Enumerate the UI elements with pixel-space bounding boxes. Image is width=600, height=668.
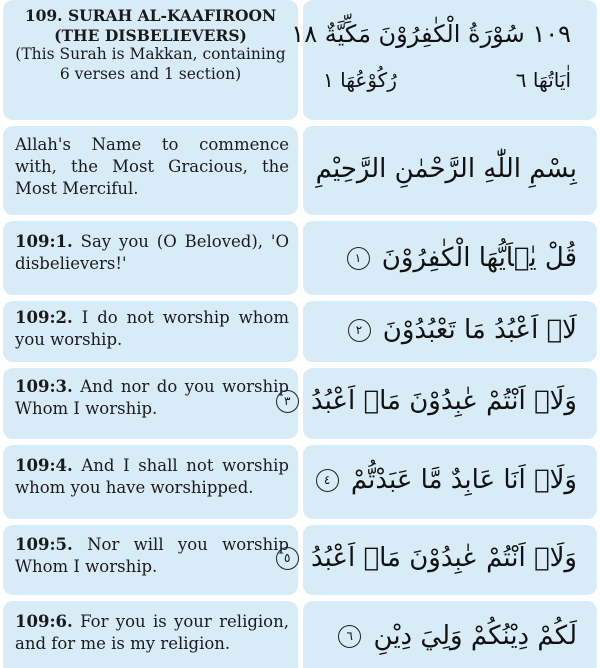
verse-translation: For you is your religion, and for me is my religion. bbox=[15, 612, 289, 653]
verse-ref: 109:3. bbox=[15, 377, 73, 396]
verse-row-5 bbox=[0, 525, 600, 595]
verse-arabic: قُلْ يٰۤاَيُّهَا الْكٰفِرُوْنَ bbox=[381, 243, 577, 273]
verse-english-cell bbox=[3, 368, 298, 439]
verse-arabic: وَلَاۤ اَنْتُمْ عٰبِدُوْنَ مَاۤ اَعْبُدُ bbox=[311, 543, 577, 573]
verse-arabic-cell bbox=[303, 445, 597, 519]
verse-end-marker: ٢ bbox=[348, 319, 371, 342]
bismillah-arabic: بِسْمِ اللّٰهِ الرَّحْمٰنِ الرَّحِيْمِ bbox=[315, 154, 577, 184]
verse-end-marker: ٦ bbox=[338, 625, 361, 648]
verse-arabic-cell bbox=[284, 525, 597, 595]
bismillah-translation: Allah's Name to commence with, the Most Gracious, the Most Merciful. bbox=[15, 135, 289, 198]
surah-title: 109. SURAH AL-KAAFIROON bbox=[24, 6, 277, 25]
verse-ref: 109:5. bbox=[15, 535, 73, 554]
verse-translation: And I shall not worship whom you have worshipped. bbox=[15, 456, 289, 497]
verse-ref: 109:1. bbox=[15, 232, 73, 251]
verse-english-cell bbox=[3, 525, 298, 595]
verse-translation: And nor do you worship Whom I worship. bbox=[15, 377, 289, 418]
verse-arabic: وَلَاۤ اَنْتُمْ عٰبِدُوْنَ مَاۤ اَعْبُدُ bbox=[311, 386, 577, 416]
bismillah-english-cell bbox=[3, 126, 298, 215]
header-arabic-cell bbox=[291, 0, 597, 120]
verse-ref: 109:4. bbox=[15, 456, 73, 475]
bismillah-row bbox=[0, 126, 600, 215]
header-english-cell bbox=[3, 0, 298, 120]
arabic-ruku-count: رُكُوْعُهَا ١ bbox=[323, 68, 397, 92]
verse-arabic-cell bbox=[284, 368, 597, 439]
header-row bbox=[0, 0, 600, 120]
verse-arabic: وَلَاۤ اَنَا عَابِدٌ مَّا عَبَدْتُّمْ bbox=[350, 465, 577, 495]
surah-subtitle: (THE DISBELIEVERS) bbox=[54, 25, 247, 45]
verse-row-2 bbox=[0, 301, 600, 362]
verse-row-4 bbox=[0, 445, 600, 519]
verse-row-6 bbox=[0, 601, 600, 668]
verse-translation: I do not worship whom you worship. bbox=[15, 308, 289, 349]
verse-end-marker: ٤ bbox=[316, 469, 339, 492]
verse-arabic-cell bbox=[303, 221, 597, 295]
verse-translation: Nor will you worship Whom I worship. bbox=[15, 535, 289, 576]
surah-desc-line2: 6 verses and 1 section) bbox=[59, 64, 242, 83]
verse-end-marker: ١ bbox=[347, 247, 370, 270]
verse-arabic: لَاۤ اَعْبُدُ مَا تَعْبُدُوْنَ bbox=[382, 315, 577, 345]
verse-row-1 bbox=[0, 221, 600, 295]
bismillah-arabic-cell bbox=[303, 126, 597, 215]
verse-english-cell bbox=[3, 301, 298, 362]
verse-english-cell bbox=[3, 601, 298, 668]
verse-english-cell bbox=[3, 445, 298, 519]
verse-end-marker: ٣ bbox=[276, 390, 299, 413]
verse-row-3 bbox=[0, 368, 600, 439]
verse-end-marker: ٥ bbox=[276, 547, 299, 570]
verse-ref: 109:6. bbox=[15, 612, 73, 631]
verse-english-cell bbox=[3, 221, 298, 295]
arabic-surah-title: ١٠٩ سُوْرَةُ الْكٰفِرُوْنَ مَكِّيَّةٌ ١٨ bbox=[291, 20, 571, 48]
verse-arabic-cell bbox=[303, 301, 597, 362]
verse-arabic: لَكُمْ دِيْنُكُمْ وَلِيَ دِيْنِ bbox=[373, 621, 577, 651]
verse-arabic-cell bbox=[303, 601, 597, 668]
arabic-ayat-count: اٰيَاتُهَا ٦ bbox=[515, 68, 571, 92]
verse-ref: 109:2. bbox=[15, 308, 73, 327]
verse-translation: Say you (O Beloved), 'O disbelievers!' bbox=[15, 232, 289, 273]
surah-desc-line1: (This Surah is Makkan, containing bbox=[15, 45, 286, 63]
